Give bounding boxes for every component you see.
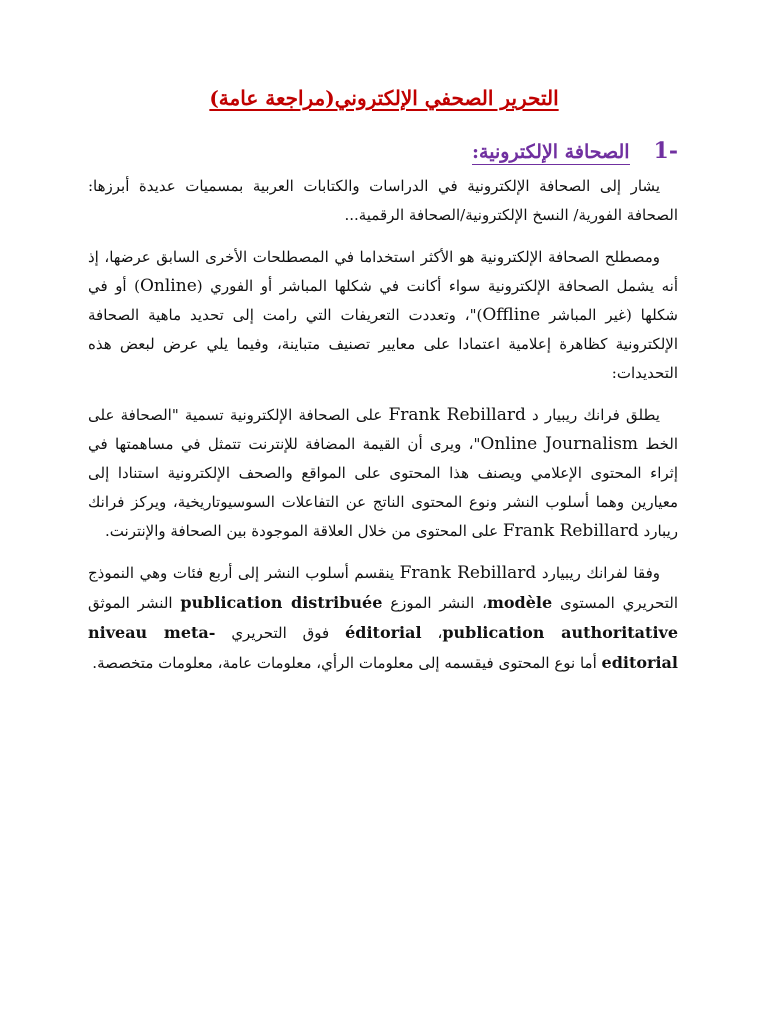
- term-publication-distribuee: publication distribuée: [180, 593, 383, 612]
- term-offline: Offline: [482, 305, 541, 325]
- term-publication-authoritative: publication authoritative: [442, 623, 678, 642]
- paragraph-2-text-b: ) أو في شكلها (غير المباشر: [88, 277, 678, 324]
- paragraph-3-text-a: يطلق فرانك ريبيار د: [525, 406, 660, 424]
- section-number: 1-: [653, 138, 678, 164]
- term-editorial: éditorial: [345, 623, 422, 642]
- section-title: الصحافة الإلكترونية:: [472, 141, 630, 163]
- document-body: [88, 172, 678, 691]
- paragraph-3-text-c: "، ويرى أن القيمة المضافة للإنترنت تتمثل في مساهمتها في إثراء المحتوى الإعلامي ويصنف هذا المحتوى على المواقع والصحف الإلكترونية استنادا إلى معيارين وهما أسلوب النشر ونوع المحتوى الناتج عن التفاعلات السوسيوتاريخية، ويركز فرانك ريبارد: [88, 435, 678, 540]
- paragraph-2: [88, 243, 678, 388]
- term-online-journalism: Online Journalism: [480, 434, 639, 454]
- paragraph-2-text-a: ومصطلح الصحافة الإلكترونية هو الأكثر استخداما في المصطلحات الأخرى السابق عرضها، إذ أنه يشمل الصحافة الإلكترونية سواء أكانت في شكلها المباشر أو الفوري (: [88, 248, 678, 295]
- term-frank-rebillard: Frank Rebillard: [502, 521, 639, 541]
- paragraph-3: [88, 401, 678, 546]
- paragraph-3-text-d: على المحتوى من خلال العلاقة الموجودة بين الصحافة والإنترنت.: [105, 522, 503, 540]
- paragraph-3-text-b: على الصحافة الإلكترونية تسمية "الصحافة على الخط: [88, 406, 679, 453]
- paragraph-2-text-c: )"، وتعددت التعريفات التي رامت إلى تحديد ماهية الصحافة الإلكترونية كظاهرة إعلامية اعتمادا على معايير تصنيف متباينة، وفيما يلي عرض لبعض هذه التحديدات:: [88, 306, 678, 382]
- paragraph-4: [88, 559, 678, 678]
- paragraph-4-text-d: النشر الموثق: [88, 594, 181, 612]
- term-modele: modèle: [486, 593, 553, 612]
- paragraph-4-text-f: فوق التحريري: [215, 624, 346, 642]
- term-niveau-meta-editorial: niveau meta-editorial: [88, 623, 678, 672]
- section-heading: [472, 138, 678, 165]
- paragraph-4-text-c: ، النشر الموزع: [382, 594, 487, 612]
- term-frank-rebillard: Frank Rebillard: [388, 405, 526, 425]
- paragraph-4-text-b: ينقسم أسلوب النشر إلى أربع فئات وهي النموذج التحريري المستوى: [88, 564, 679, 612]
- term-frank-rebillard: Frank Rebillard: [399, 563, 537, 583]
- paragraph-1: [88, 172, 678, 230]
- paragraph-4-text-a: وفقا لفرانك ريبيارد: [536, 564, 660, 582]
- paragraph-4-text-e: ،: [421, 624, 443, 642]
- term-online: Online: [139, 276, 197, 296]
- document-title: التحرير الصحفي الإلكتروني(مراجعة عامة): [209, 86, 559, 110]
- paragraph-1-text: يشار إلى الصحافة الإلكترونية في الدراسات والكتابات العربية بمسميات عديدة أبرزها: الصحافة الفورية/ النسخ الإلكترونية/الصحافة الرقمية...: [88, 177, 678, 224]
- paragraph-4-text-g: أما نوع المحتوى فيقسمه إلى معلومات الرأي، معلومات عامة، معلومات متخصصة.: [92, 654, 602, 672]
